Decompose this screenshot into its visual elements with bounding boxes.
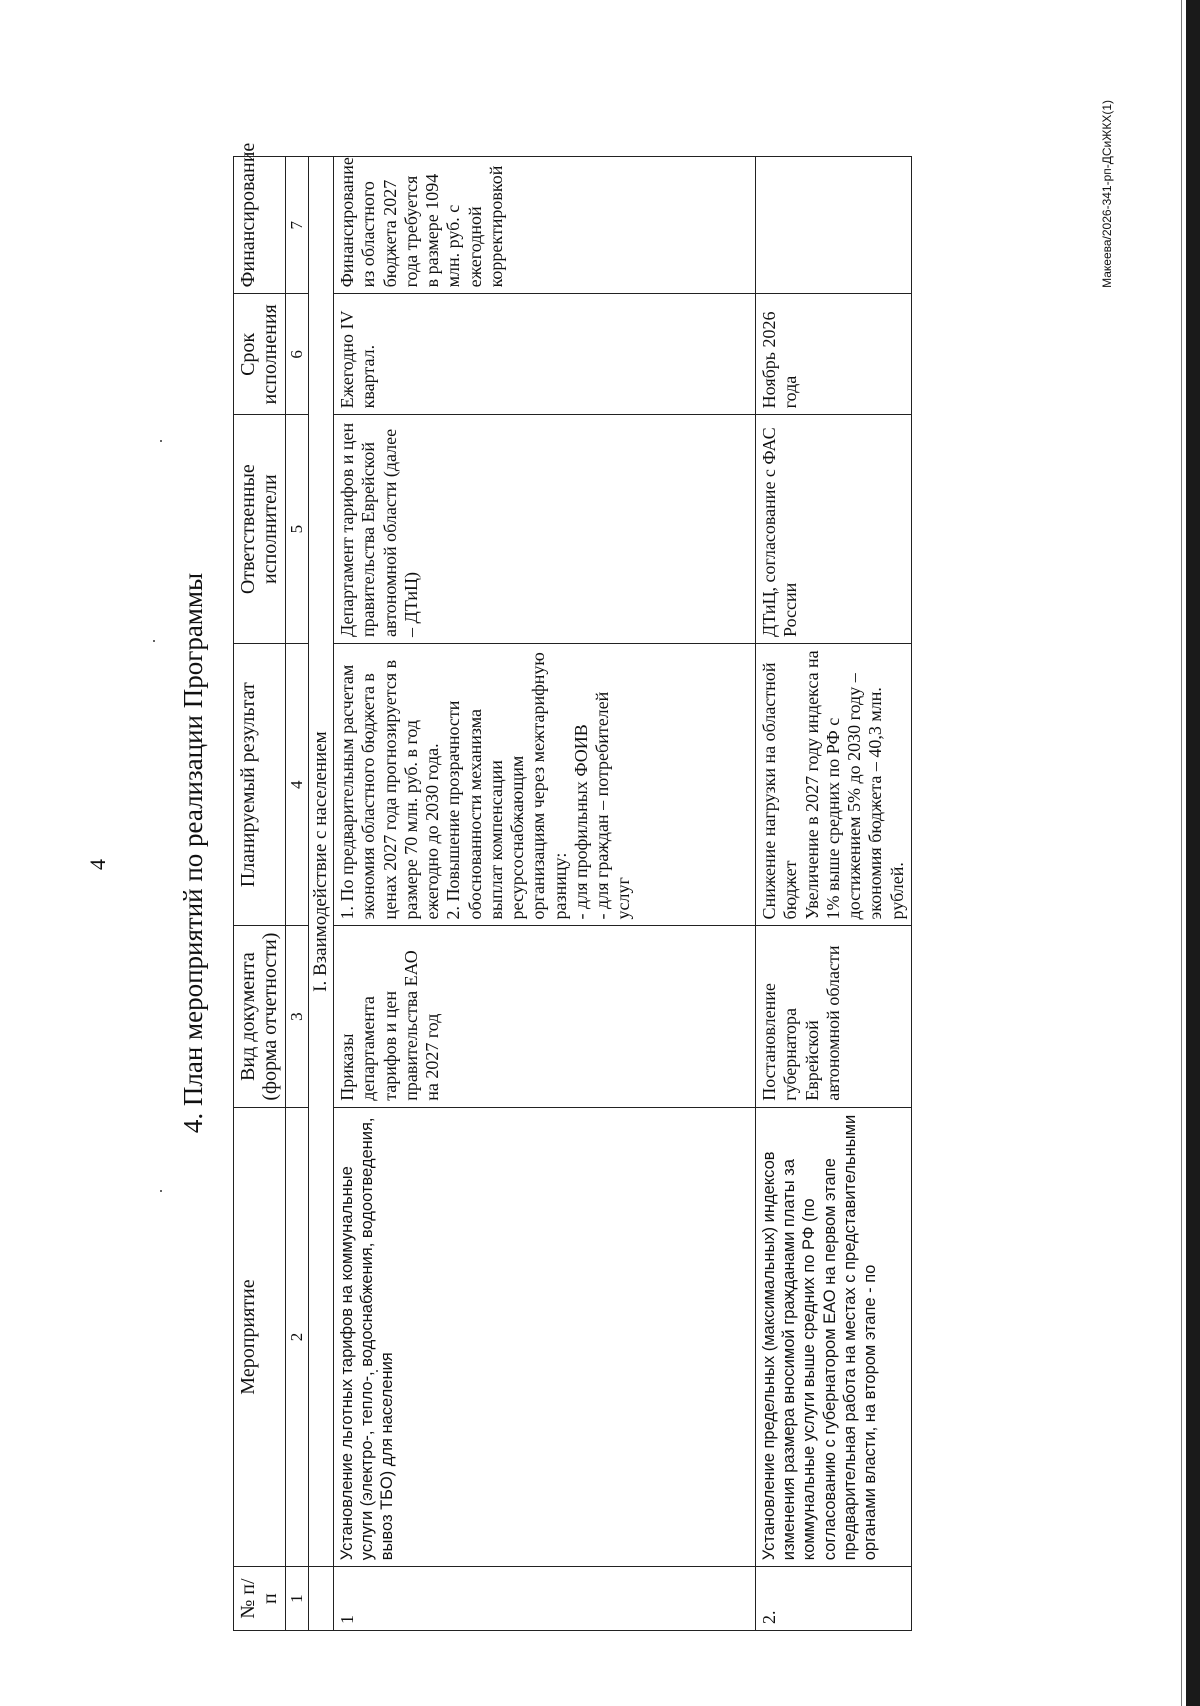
table-row — [756, 157, 912, 1631]
row-financing — [756, 157, 912, 294]
row-financing: Финансирование из областного бюджета 2027 года требуется в размере 1094 млн. руб. с ежегодной корректировкой — [334, 157, 756, 294]
row-result — [756, 643, 912, 925]
col-number: 3 — [285, 926, 308, 1107]
header-responsible: Ответственные исполнители — [234, 415, 286, 644]
row-doc: Приказы департамента тарифов и цен правительства ЕАО на 2027 год — [334, 926, 756, 1107]
header-num: № п/п — [234, 1567, 286, 1631]
scan-speck — [376, 1370, 378, 1372]
col-number: 5 — [285, 415, 308, 644]
row-term: Ноябрь 2026 года — [756, 294, 912, 415]
scan-edge — [1186, 0, 1200, 1706]
result-line: Снижение нагрузки на областной бюджет — [759, 662, 801, 920]
scan-speck — [160, 1190, 162, 1192]
col-number: 2 — [285, 1107, 308, 1566]
result-line: 2. Повышение прозрачности обоснованности механизма выплат компенсации ресурсоснабжающим организациям через межтарифную разницу: — [443, 652, 570, 920]
header-term: Срок исполнения — [234, 294, 286, 415]
column-numbers-row — [285, 157, 308, 1631]
document-reference: Макеева/2026-341-рп-ДСиЖКХ(1) — [1100, 100, 1114, 288]
col-number: 6 — [285, 294, 308, 415]
col-number: 1 — [285, 1567, 308, 1631]
program-plan-table — [233, 142, 912, 1631]
row-event: Установление льготных тарифов на коммунальные услуги (электро-, тепло-, водоснабжения, водоотведения, вывоз ТБО) для населения — [334, 1107, 756, 1566]
result-line: - для профильных ФОИВ — [570, 724, 591, 920]
page-title: 4. План мероприятий по реализации Программы — [178, 572, 208, 1134]
scan-edge-line — [1181, 0, 1182, 1706]
result-line: - для граждан – потребителей услуг — [592, 691, 634, 920]
row-result — [334, 643, 756, 925]
header-result: Планируемый результат — [234, 643, 286, 925]
table-header-row — [234, 157, 286, 1631]
row-doc: Постановление губернатора Еврейской автономной области — [756, 926, 912, 1107]
row-num: 1 — [334, 1567, 756, 1631]
result-line: Увеличение в 2027 году индекса на 1% выше средних по РФ с достижением 5% до 2030 году – экономия бюджета – 40,3 млн. рублей. — [801, 650, 907, 920]
header-doc: Вид документа (форма отчетности) — [234, 926, 286, 1107]
table-row — [334, 157, 756, 1631]
section-row — [308, 157, 333, 1631]
col-number: 7 — [285, 157, 308, 294]
row-num: 2. — [756, 1567, 912, 1631]
row-responsible: ДТиЦ, согласование с ФАС России — [756, 415, 912, 644]
header-financing: Финансирование — [234, 157, 286, 294]
row-responsible: Департамент тарифов и цен правительства Еврейской автономной области (далее – ДТиЦ) — [334, 415, 756, 644]
scan-speck — [153, 640, 155, 642]
page-number: 4 — [85, 859, 110, 870]
row-event: Установление предельных (максимальных) индексов изменения размера вносимой гражданами платы за коммунальные услуги выше средних по РФ (по согласованию с губернатором ЕАО на первом этапе предварительная работа на местах с представительными органами власти, на втором этапе - по — [756, 1107, 912, 1566]
header-event: Мероприятие — [234, 1107, 286, 1566]
result-line: 1. По предварительным расчетам экономия областного бюджета в ценах 2027 года прогнозируется в размере 70 млн. руб. в год ежегодно до 2030 года. — [337, 659, 443, 920]
row-term: Ежегодно IV квартал. — [334, 294, 756, 415]
col-number: 4 — [285, 643, 308, 925]
section-title: I. Взаимодействие с населением — [308, 157, 333, 1567]
scan-speck — [160, 440, 162, 442]
